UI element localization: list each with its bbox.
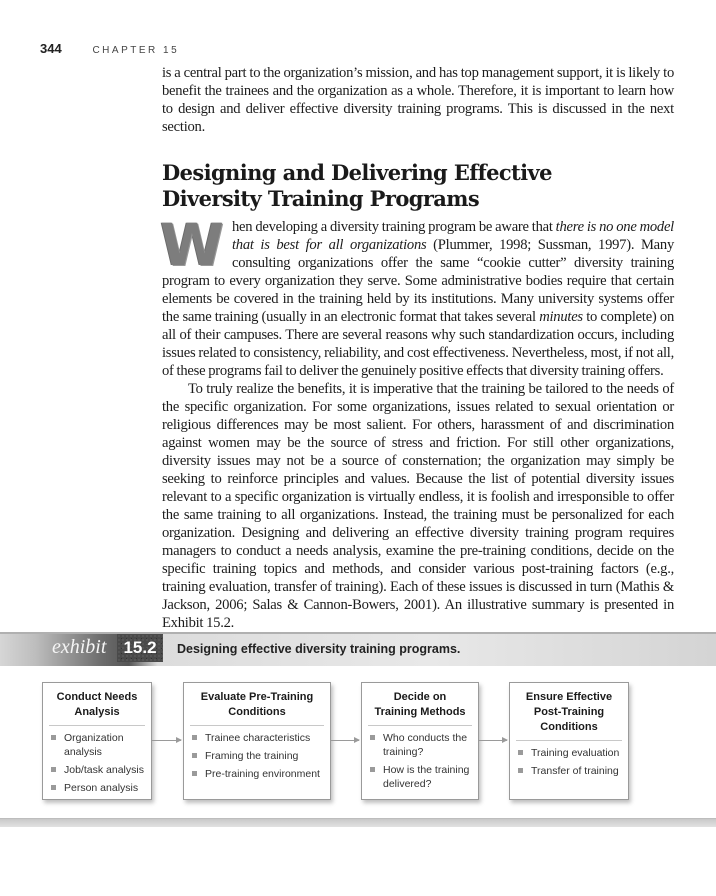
section-title xyxy=(162,160,674,212)
section-title-line-1: Designing and Delivering Effective xyxy=(162,160,552,185)
flow-box-training-methods xyxy=(361,682,479,800)
flow-box-pre-training xyxy=(183,682,331,800)
box-title: Conduct Needs Analysis xyxy=(49,683,145,726)
arrow-right-icon xyxy=(478,740,507,741)
list-item: Organization analysis xyxy=(51,731,145,759)
exhibit-label: exhibit xyxy=(52,636,107,658)
p1-emphasis-2: minutes xyxy=(539,309,583,325)
paragraph-1 xyxy=(162,218,674,380)
list-item: Training evaluation xyxy=(518,746,622,760)
list-item: How is the training delivered? xyxy=(370,763,472,791)
exhibit-caption: Designing effective diversity training programs. xyxy=(177,642,461,656)
drop-cap: W xyxy=(160,220,224,270)
list-item: Transfer of training xyxy=(518,764,622,778)
intro-paragraph: is a central part to the organization’s mission, and has top management support, it is likely to benefit the trainees and the organization as a whole. Therefore, it is important to learn how to design and deliver effective diversity training programs. This is discussed in the next section. xyxy=(162,65,674,135)
list-item: Pre-training environment xyxy=(192,767,324,781)
flow-box-post-training xyxy=(509,682,629,800)
box-title: Decide on Training Methods xyxy=(368,683,472,726)
chapter-label: CHAPTER 15 xyxy=(92,45,180,56)
text-column xyxy=(162,64,674,632)
list-item: Who conducts the training? xyxy=(370,731,472,759)
section-title-line-2: Diversity Training Programs xyxy=(162,186,480,211)
list-item: Person analysis xyxy=(51,781,145,795)
paragraph-2: To truly realize the benefits, it is imperative that the training be tailored to the needs of the specific organization. For some organizations, issues related to sexual orientation or religious differences may be most salient. For others, harassment of and discrimination against women may be the source of stress and friction. For still other organizations, diversity issues may not be a source of consternation; the organization may simply be seeking to reinforce principles and values. Because the list of potential diversity issues relevant to a specific organization is virtually endless, it is foolish and irresponsible to offer the same training to all organizations. Instead, the training must be personalized for each organization. Designing and delivering an effective diversity training program requires managers to conduct a needs analysis, examine the pre-training conditions, decide on the specific training topics and methods, and consider various post-training factors (e.g., training evaluation, transfer of training). Each of these issues is discussed in turn (Mathis & Jackson, 2006; Salas & Cannon-Bowers, 2001). An illustrative summary is presented in Exhibit 15.2. xyxy=(162,381,674,631)
flow-box-needs-analysis xyxy=(42,682,152,800)
list-item: Job/task analysis xyxy=(51,763,145,777)
arrow-right-icon xyxy=(151,740,181,741)
exhibit-number: 15.2 xyxy=(117,634,163,662)
running-header xyxy=(40,40,179,58)
list-item: Framing the training xyxy=(192,749,324,763)
page-number: 344 xyxy=(40,41,62,56)
exhibit-bottom-rule xyxy=(0,818,716,827)
section-body xyxy=(162,218,674,632)
p1-text-a: hen developing a diversity training program be aware that xyxy=(232,219,556,235)
list-item: Trainee characteristics xyxy=(192,731,324,745)
p1-text-c: to complete) on all of their campuses. There are several reasons why such standardization occurs, including issues related to consistency, reliability, and cost effectiveness. Nevertheless, most, if not all, of these programs fail to deliver the genuinely positive effects that diversity training offers. xyxy=(162,309,674,379)
arrow-right-icon xyxy=(330,740,359,741)
p1-text-b: (Plummer, 1998; Sussman, 1997). Many consulting organizations offer the same “cookie cutter” diversity training program to every organization they serve. Some administrative bodies require that certain elements be covered in the training held by its institutions. Many university systems offer the same training (usually in an electronic format that takes several xyxy=(162,237,674,325)
box-title: Ensure Effective Post-Training Conditions xyxy=(516,683,622,741)
p1-emphasis-1: there is no one model that is best for all organizations xyxy=(232,219,674,253)
box-title: Evaluate Pre-Training Conditions xyxy=(190,683,324,726)
